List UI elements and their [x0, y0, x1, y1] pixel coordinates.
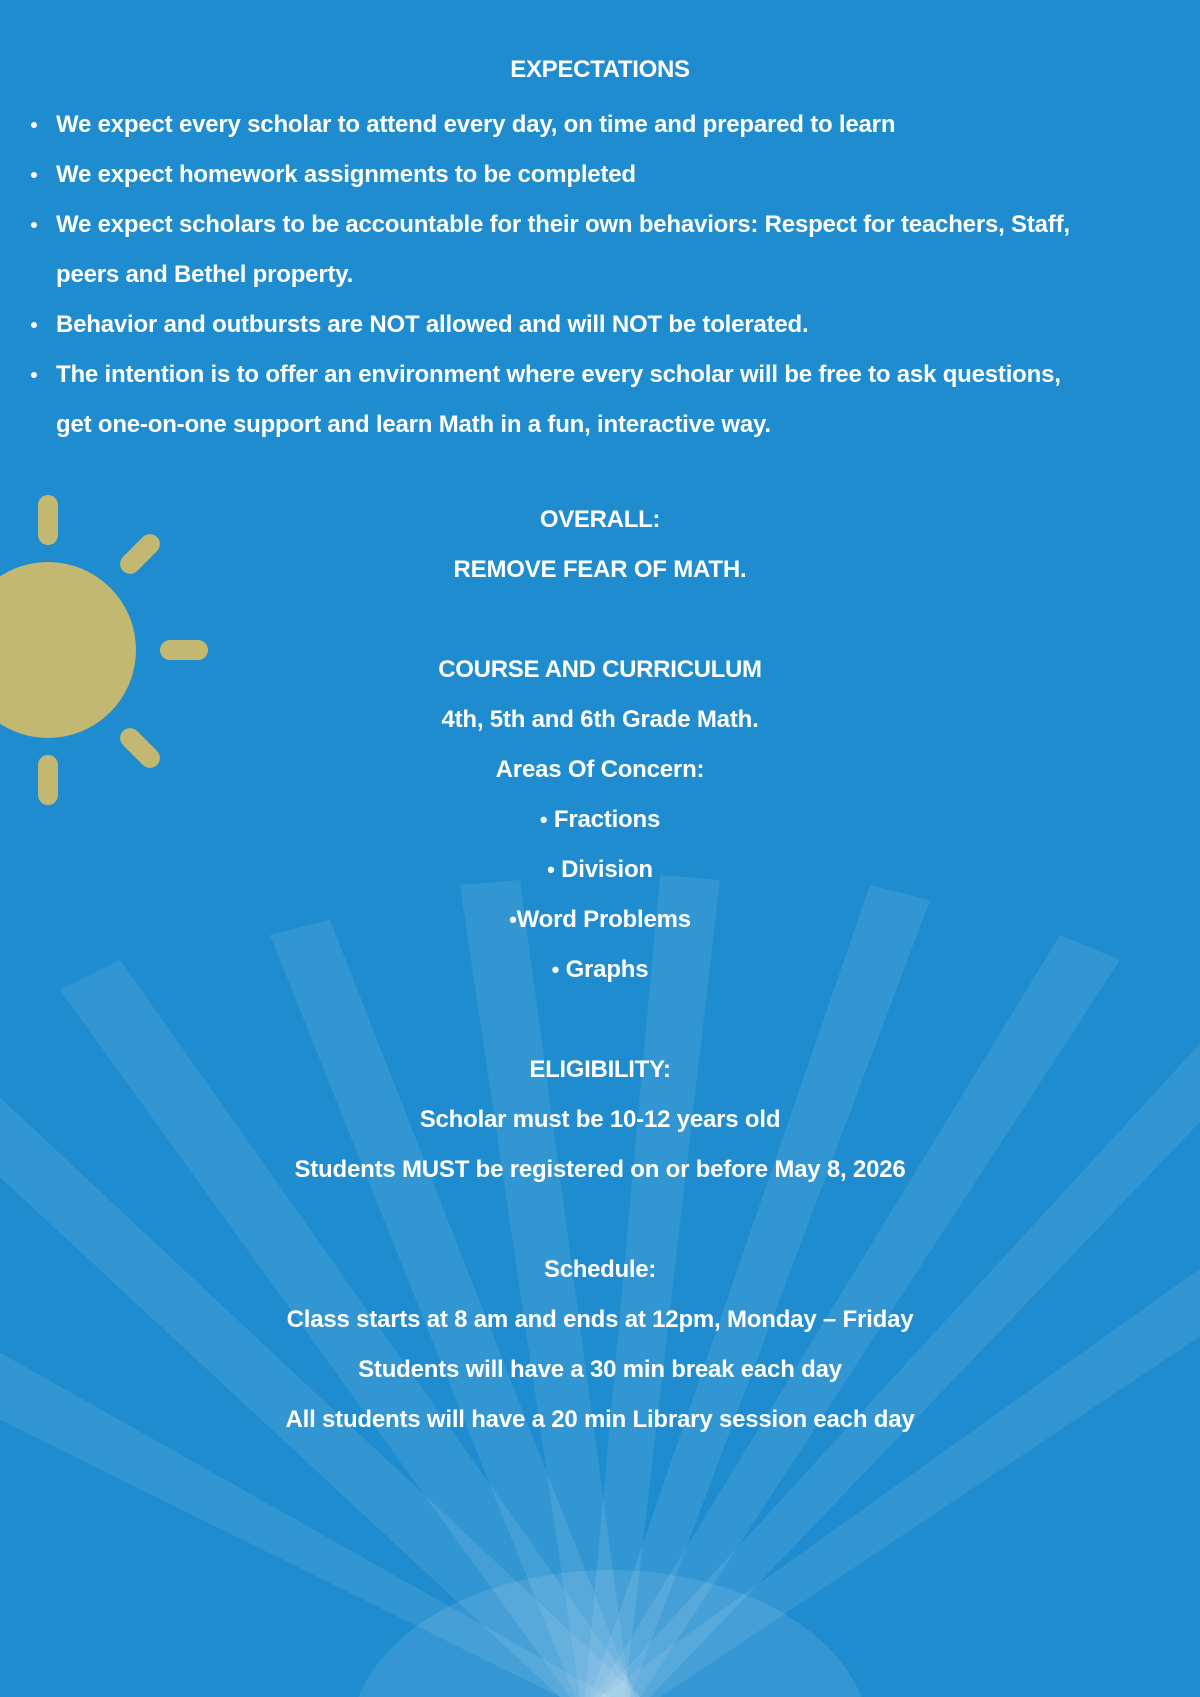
expectation-text: We expect every scholar to attend every day, on time and prepared to learn — [56, 111, 896, 138]
list-item — [28, 200, 1188, 300]
expectation-text: We expect homework assignments to be completed — [56, 161, 636, 188]
concern-text: Division — [561, 856, 653, 883]
list-item — [28, 300, 1188, 350]
concerns-label: Areas Of Concern: — [495, 756, 705, 783]
expectations-title: EXPECTATIONS — [510, 56, 690, 83]
list-item — [0, 956, 1200, 984]
eligibility-line: Students MUST be registered on or before May 8, 2026 — [294, 1156, 906, 1183]
course-grades: 4th, 5th and 6th Grade Math. — [441, 706, 759, 733]
expectation-text: Behavior and outbursts are NOT allowed and will NOT be tolerated. — [56, 311, 809, 338]
bullet: • — [539, 807, 548, 832]
concern-text: Word Problems — [516, 906, 691, 933]
bullet: • — [547, 857, 555, 882]
expectation-text: The intention is to offer an environment where every scholar will be free to ask questions, — [56, 361, 1061, 388]
schedule-line: All students will have a 20 min Library session each day — [285, 1406, 915, 1433]
concern-text: Fractions — [553, 806, 661, 833]
schedule-line: Students will have a 30 min break each day — [358, 1356, 842, 1383]
course-title: COURSE AND CURRICULUM — [438, 656, 762, 683]
bullet: • — [509, 907, 517, 932]
bullet: • — [551, 957, 560, 982]
schedule-title: Schedule: — [544, 1256, 656, 1283]
overall-title: OVERALL: — [539, 506, 661, 533]
expectation-text: We expect scholars to be accountable for their own behaviors: Respect for teachers, Staff, — [56, 211, 1070, 238]
eligibility-title: ELIGIBILITY: — [529, 1056, 671, 1083]
list-item — [28, 350, 1188, 450]
expectation-text: get one-on-one support and learn Math in a fun, interactive way. — [56, 411, 771, 438]
list-item — [28, 150, 1188, 200]
expectations-list — [28, 100, 1188, 450]
concern-text: Graphs — [565, 956, 649, 983]
overall-text: REMOVE FEAR OF MATH. — [453, 556, 747, 583]
expectation-text: peers and Bethel property. — [56, 261, 354, 288]
list-item — [0, 856, 1200, 884]
list-item — [0, 906, 1200, 934]
schedule-line: Class starts at 8 am and ends at 12pm, Monday – Friday — [286, 1306, 914, 1333]
eligibility-line: Scholar must be 10-12 years old — [419, 1106, 781, 1133]
list-item — [0, 806, 1200, 834]
list-item — [28, 100, 1188, 150]
